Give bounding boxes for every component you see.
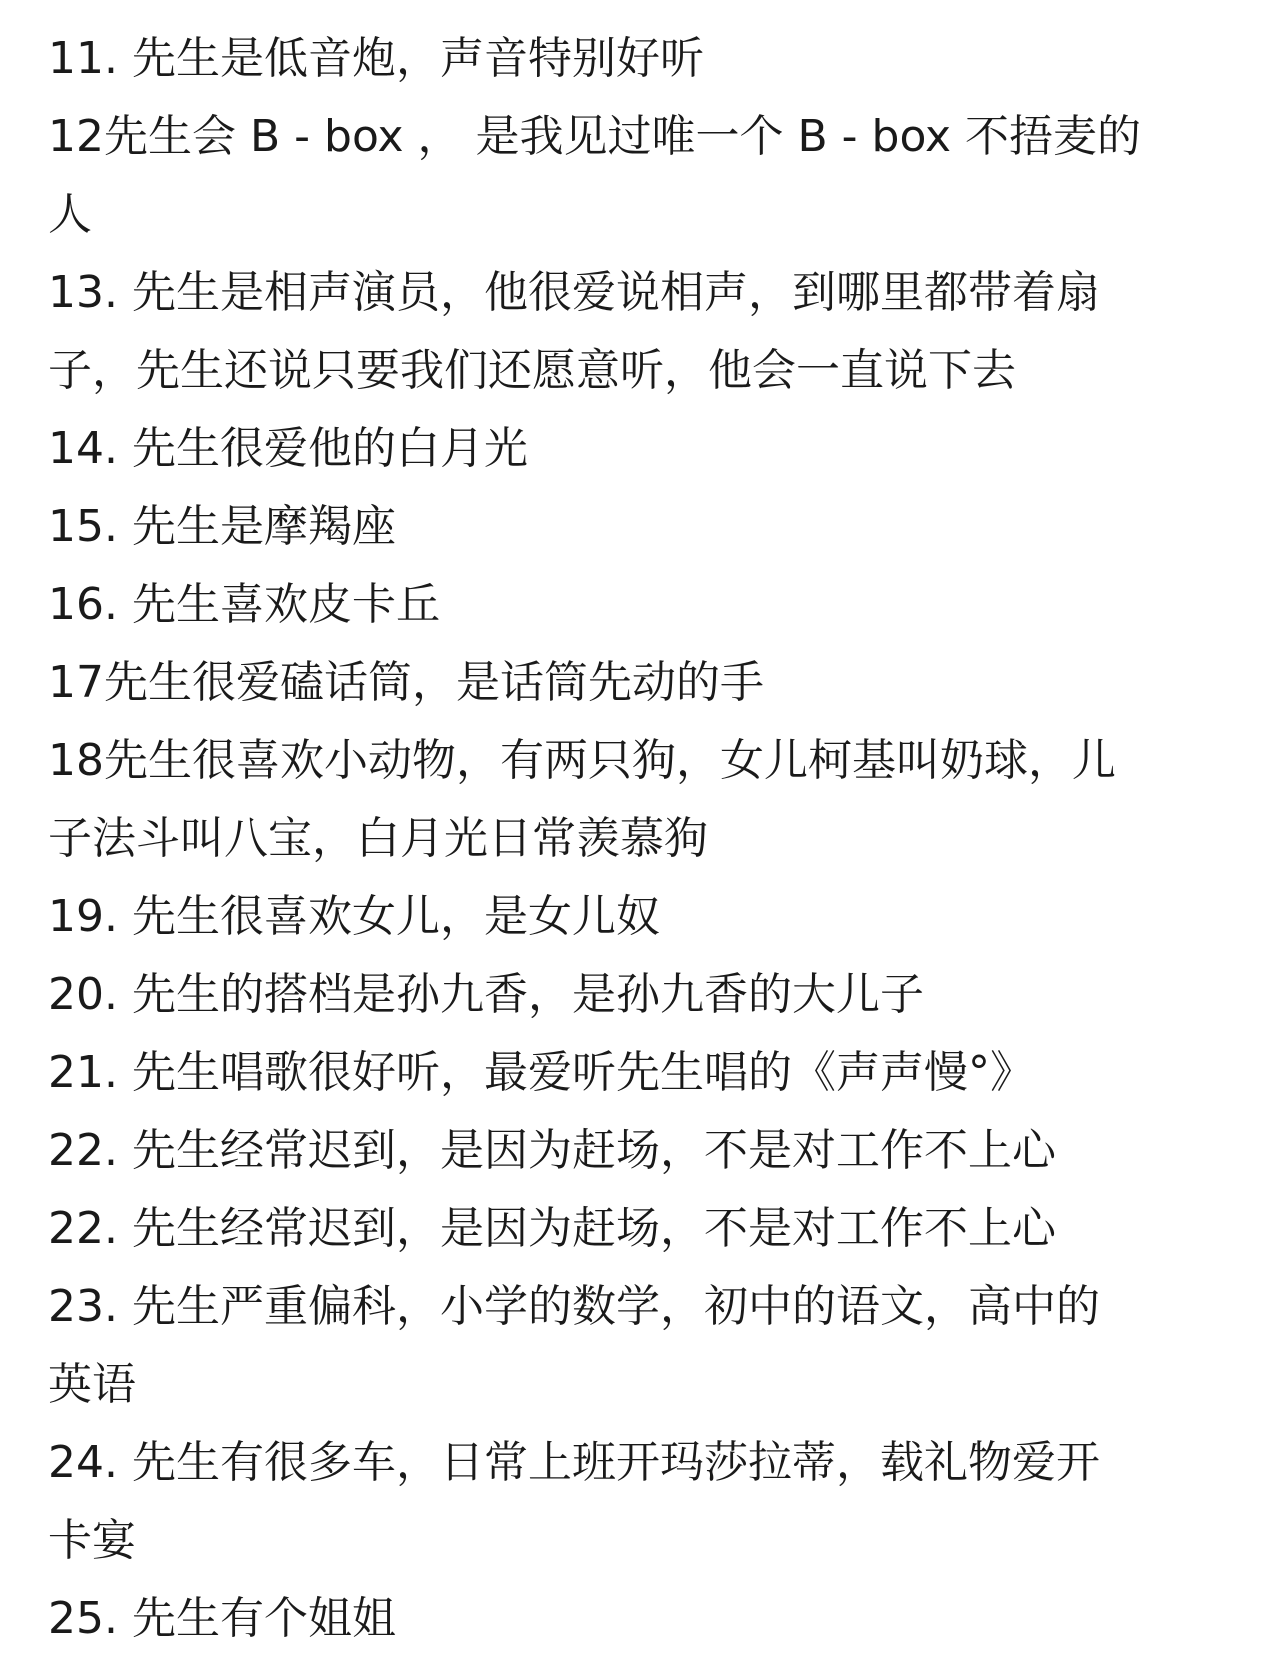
text-line: 16. 先生喜欢皮卡丘 (48, 579, 440, 630)
text-line: 卡宴 (48, 1515, 136, 1566)
text-line: 22. 先生经常迟到，是因为赶场，不是对工作不上心 (48, 1203, 1056, 1254)
text-line: 14. 先生很爱他的白月光 (48, 423, 528, 474)
text-line: 20. 先生的搭档是孙九香，是孙九香的大儿子 (48, 969, 924, 1020)
text-line: 人 (48, 189, 92, 240)
text-line: 13. 先生是相声演员，他很爱说相声，到哪里都带着扇 (48, 267, 1100, 318)
text-line: 15. 先生是摩羯座 (48, 501, 396, 552)
text-line: 24. 先生有很多车，日常上班开玛莎拉蒂，载礼物爱开 (48, 1437, 1100, 1488)
text-line: 17先生很爱磕话筒，是话筒先动的手 (48, 657, 764, 708)
document-body (48, 20, 1238, 1658)
text-line: 子，先生还说只要我们还愿意听，他会一直说下去 (48, 345, 1016, 396)
text-line: 12先生会 B - box ， 是我见过唯一个 B - box 不捂麦的 (48, 111, 1142, 162)
text-line: 子法斗叫八宝，白月光日常羡慕狗 (48, 813, 708, 864)
text-line: 11. 先生是低音炮，声音特别好听 (48, 33, 704, 84)
text-line: 25. 先生有个姐姐 (48, 1593, 396, 1644)
text-line: 英语 (48, 1359, 136, 1410)
text-line: 21. 先生唱歌很好听，最爱听先生唱的《声声慢°》 (48, 1047, 1034, 1098)
text-line: 19. 先生很喜欢女儿，是女儿奴 (48, 891, 660, 942)
text-line: 22. 先生经常迟到，是因为赶场，不是对工作不上心 (48, 1125, 1056, 1176)
text-line: 18先生很喜欢小动物，有两只狗，女儿柯基叫奶球，儿 (48, 735, 1116, 786)
text-line: 23. 先生严重偏科，小学的数学，初中的语文，高中的 (48, 1281, 1100, 1332)
